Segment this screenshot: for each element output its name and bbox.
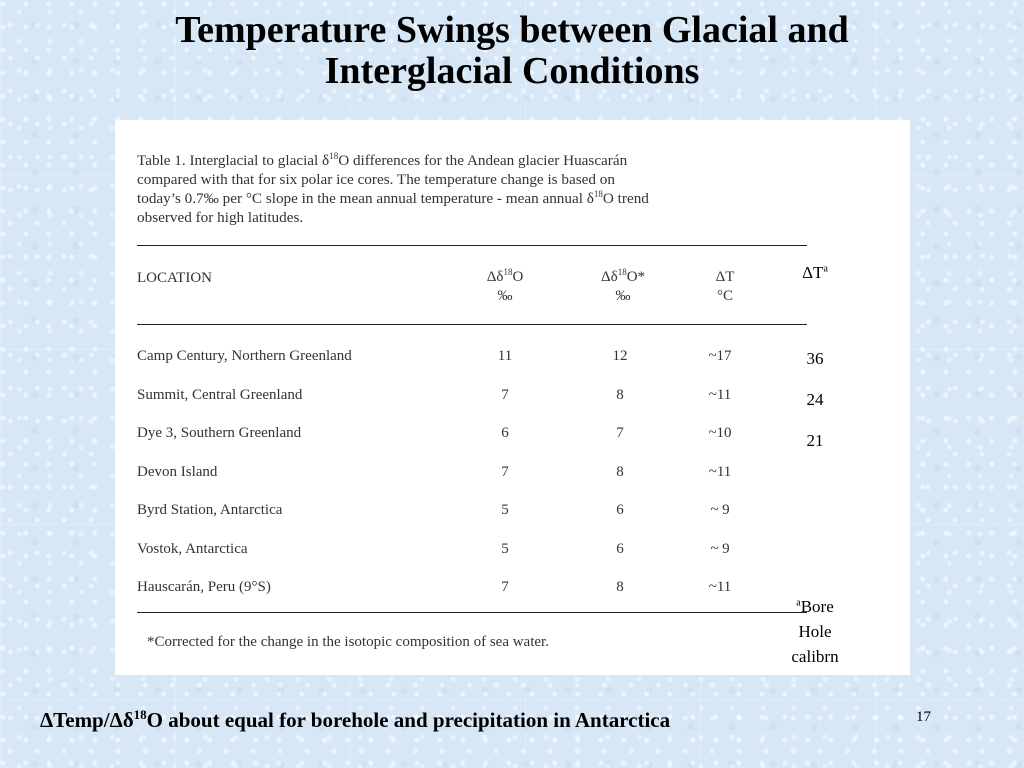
row-d18o-corrected: 7	[616, 425, 624, 441]
side-header-superscript: a	[823, 263, 828, 275]
side-footnote-superscript: a	[796, 597, 801, 609]
row-delta-t: ~11	[708, 579, 732, 595]
side-footnote-text: Hole	[798, 622, 832, 641]
table-top-rule	[137, 245, 807, 246]
row-d18o: 7	[501, 579, 509, 595]
header-superscript: 18	[503, 267, 513, 277]
header-delta-t	[695, 268, 755, 306]
side-value: 21	[806, 431, 824, 450]
header-text: Δδ	[600, 269, 618, 285]
row-d18o-corrected: 12	[612, 348, 628, 364]
caption-text: observed for high latitudes.	[137, 209, 304, 226]
table-bottom-rule	[137, 612, 807, 613]
caption-superscript: 18	[593, 188, 603, 199]
side-value: 36	[806, 349, 824, 368]
header-d18o-corrected	[583, 268, 663, 306]
bottom-note-text: ΔTemp/Δδ	[40, 708, 134, 732]
row-location: Dye 3, Southern Greenland	[137, 425, 302, 441]
caption-text: O trend	[602, 190, 649, 207]
side-header-delta-t	[790, 263, 840, 283]
caption-text: compared with that for six polar ice cores. The temperature change is based on	[137, 171, 615, 188]
row-d18o-corrected: 8	[616, 464, 624, 480]
row-d18o-corrected: 8	[616, 579, 624, 595]
table-header-rule	[137, 324, 807, 325]
caption-text: Table 1. Interglacial to glacial δ	[137, 152, 330, 169]
row-d18o: 6	[501, 425, 509, 441]
row-delta-t: ~ 9	[710, 502, 730, 518]
row-location: Summit, Central Greenland	[137, 387, 303, 403]
header-superscript: 18	[617, 267, 627, 277]
title-line-1: Temperature Swings between Glacial and	[175, 9, 849, 51]
row-location: Devon Island	[137, 464, 218, 480]
header-unit: ‰	[497, 288, 513, 304]
page-number: 17	[916, 709, 931, 725]
row-d18o: 11	[497, 348, 513, 364]
header-d18o	[470, 268, 540, 306]
row-location: Byrd Station, Antarctica	[137, 502, 283, 518]
caption-text: today’s 0.7‰ per °C slope in the mean annual temperature - mean annual δ	[137, 190, 594, 207]
caption-superscript: 18	[329, 150, 339, 161]
side-footnote-text: Bore	[800, 597, 834, 616]
header-unit: °C	[716, 288, 733, 304]
row-delta-t: ~10	[708, 425, 732, 441]
table-footnote: *Corrected for the change in the isotopic composition of sea water.	[147, 634, 549, 650]
header-unit: ‰	[615, 288, 631, 304]
header-text: O	[512, 269, 524, 285]
row-d18o: 7	[501, 387, 509, 403]
row-location: Vostok, Antarctica	[137, 541, 248, 557]
table-caption	[137, 151, 817, 227]
row-d18o-corrected: 8	[616, 387, 624, 403]
caption-text: O differences for the Andean glacier Huascarán	[338, 152, 628, 169]
row-d18o: 7	[501, 464, 509, 480]
row-d18o: 5	[501, 541, 509, 557]
row-delta-t: ~17	[708, 348, 732, 364]
bottom-note-text: O about equal for borehole and precipitation in Antarctica	[146, 708, 671, 732]
side-header-text: ΔT	[802, 263, 824, 282]
bottom-note-superscript: 18	[133, 707, 147, 722]
header-text: Δδ	[486, 269, 504, 285]
bottom-note	[40, 708, 670, 733]
row-d18o-corrected: 6	[616, 541, 624, 557]
row-location: Camp Century, Northern Greenland	[137, 348, 352, 364]
slide-title	[0, 10, 1024, 92]
side-footnote	[772, 594, 858, 669]
side-value: 24	[806, 390, 824, 409]
header-text: O*	[626, 269, 646, 285]
title-line-2: Interglacial Conditions	[324, 50, 700, 92]
row-delta-t: ~11	[708, 464, 732, 480]
row-d18o-corrected: 6	[616, 502, 624, 518]
row-delta-t: ~ 9	[710, 541, 730, 557]
header-text: ΔT	[715, 269, 735, 285]
row-location: Hauscarán, Peru (9°S)	[137, 579, 271, 595]
header-location: LOCATION	[137, 270, 212, 286]
side-footnote-text: calibrn	[791, 647, 839, 666]
row-d18o: 5	[501, 502, 509, 518]
row-delta-t: ~11	[708, 387, 732, 403]
